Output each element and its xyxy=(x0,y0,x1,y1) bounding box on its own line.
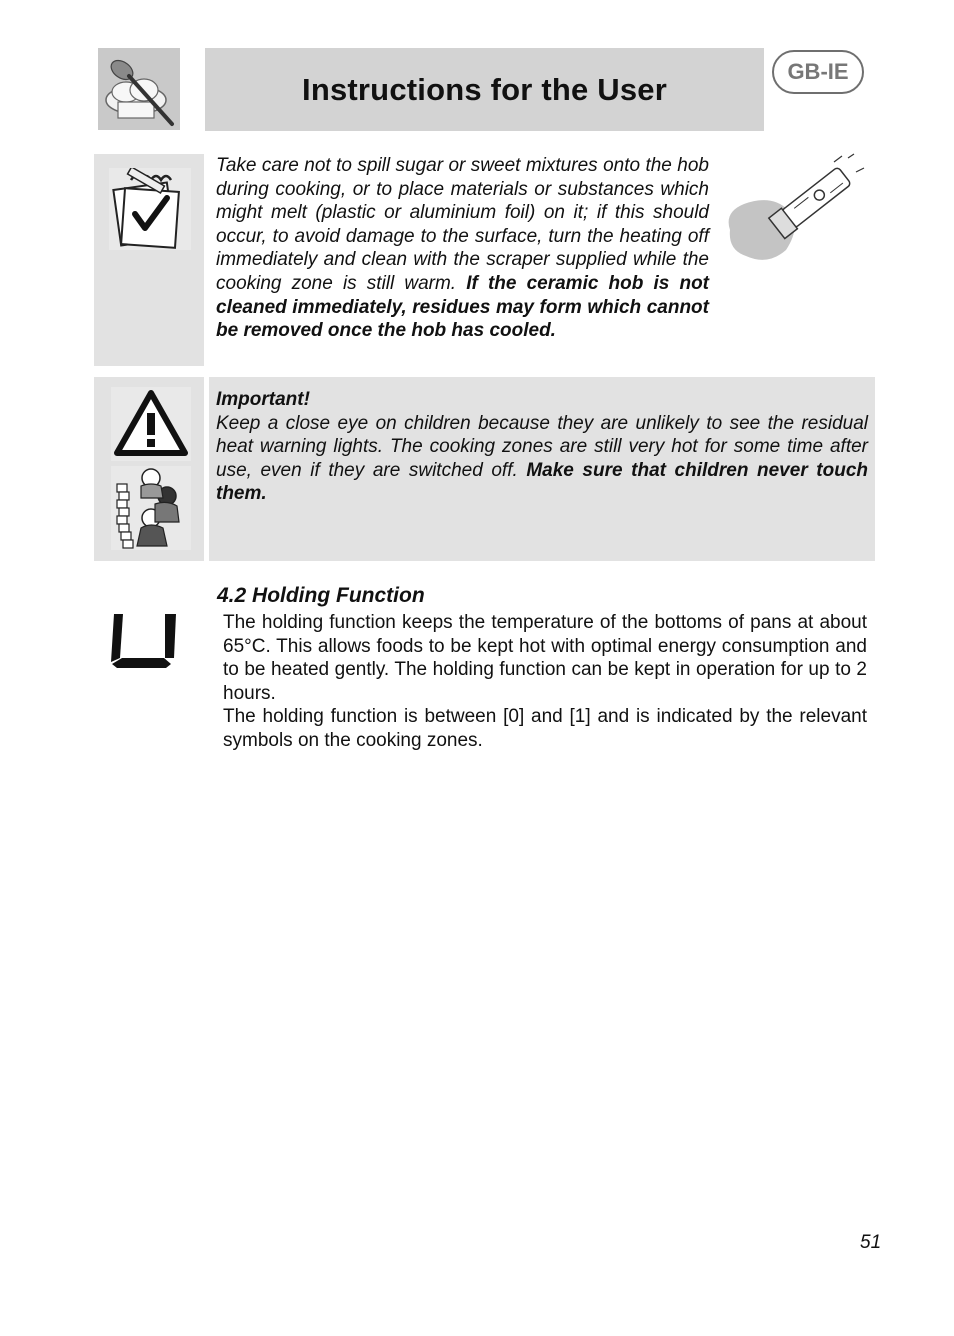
scraper-icon xyxy=(722,152,868,266)
care-text xyxy=(216,154,709,343)
important-title: Important! xyxy=(216,389,310,410)
region-badge: GB-IE xyxy=(772,50,864,94)
spoon-chef-hat-icon xyxy=(98,48,180,130)
important-text xyxy=(216,388,868,506)
section-heading: 4.2 Holding Function xyxy=(217,584,425,607)
care-sidebar xyxy=(94,154,204,366)
warning-triangle-icon xyxy=(111,387,191,461)
holding-paragraph-2: The holding function is between [0] and [1] and is indicated by the relevant symbols on the cooking zones. xyxy=(223,706,867,751)
page-number: 51 xyxy=(860,1232,882,1253)
page-title: Instructions for the User xyxy=(302,71,667,107)
care-text-bold: If the ceramic hob is not cleaned immediately, residues may form which cannot be removed once the hob has cooled. xyxy=(216,272,709,342)
holding-symbol-icon xyxy=(108,612,180,668)
brand-logo xyxy=(98,48,180,130)
children-icon xyxy=(111,466,191,550)
important-text-bold: Make sure that children never touch them. xyxy=(216,459,868,505)
checklist-icon xyxy=(109,168,191,250)
holding-text xyxy=(223,611,867,753)
holding-paragraph-1: The holding function keeps the temperature of the bottoms of pans at about 65°C. This allows foods to be kept hot with optimal energy consumption and to be heated gently. The holding function can be kept in operation for up to 2 hours. xyxy=(223,612,867,704)
page-title-bar xyxy=(205,48,764,131)
important-text-italic: Keep a close eye on children because they are unlikely to see the residual heat warning lights. The cooking zones are still very hot for some time after use, even if they are switched off. xyxy=(216,412,868,481)
care-text-italic: Take care not to spill sugar or sweet mixtures onto the hob during cooking, or to place materials or substances which might melt (plastic or aluminium foil) on it; if this should occur, to avoid damage to the surface, turn the heating off immediately and clean with the scraper supplied while the cooking zone is still warm. xyxy=(216,155,709,294)
